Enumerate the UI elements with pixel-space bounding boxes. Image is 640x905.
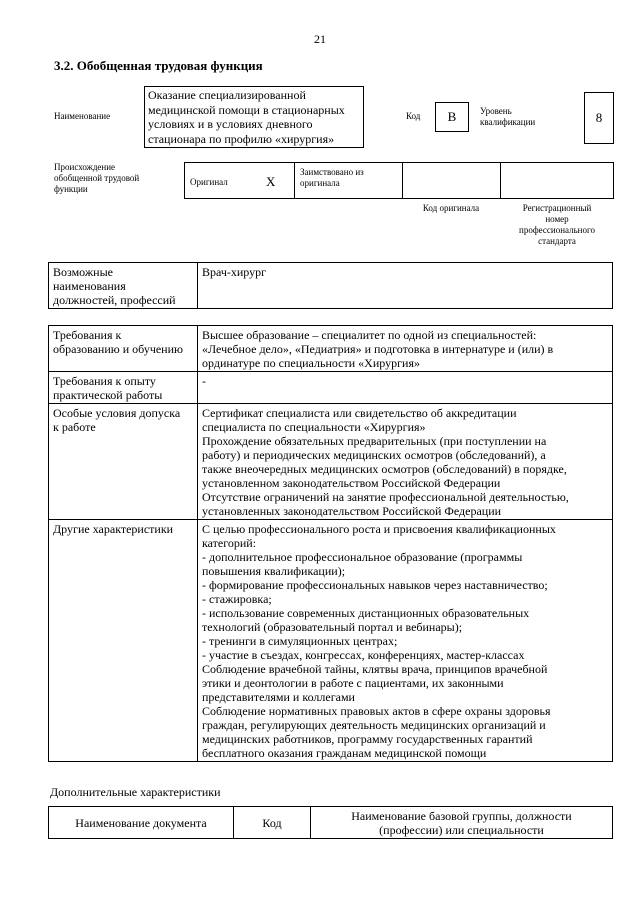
- level-label: [480, 106, 535, 128]
- col-name-line: Наименование базовой группы, должности: [351, 809, 572, 823]
- requirement-value-line: Сертификат специалиста или свидетельство об аккредитации: [202, 406, 517, 420]
- requirement-row: [49, 404, 613, 520]
- requirement-value-line: граждан, регулирующих деятельность медицинских организаций и: [202, 718, 546, 732]
- requirement-label-cell: [49, 326, 198, 372]
- requirement-value-line: С целью профессионального роста и присвоения квалификационных: [202, 522, 556, 536]
- requirement-label-cell: [49, 520, 198, 762]
- name-value-line: стационара по профилю «хирургия»: [148, 131, 335, 146]
- requirement-value-line: -: [202, 374, 206, 388]
- name-label: Наименование: [54, 111, 111, 121]
- requirement-label-line: практической работы: [53, 388, 163, 402]
- requirement-label-cell: [49, 372, 198, 404]
- col-code-header: Код: [234, 807, 311, 839]
- positions-label-line: должностей, профессий: [53, 293, 176, 307]
- requirement-label-cell: [49, 404, 198, 520]
- page-number: 21: [314, 32, 326, 46]
- requirement-label-line: к работе: [53, 420, 96, 434]
- original-label: Оригинал: [190, 177, 228, 187]
- original-mark: X: [266, 174, 276, 189]
- requirement-row: [49, 520, 613, 762]
- requirement-value-line: Прохождение обязательных предварительных (при поступлении на: [202, 434, 547, 448]
- requirement-value-line: Высшее образование – специалитет по одной из специальностей:: [202, 328, 537, 342]
- positions-table: [48, 262, 613, 309]
- origin-label-line: Происхождение: [54, 162, 116, 172]
- reg-number-line: номер: [545, 214, 569, 224]
- additional-title: Дополнительные характеристики: [50, 785, 221, 799]
- positions-value-cell: Врач-хирург: [198, 263, 613, 309]
- requirement-row: [49, 372, 613, 404]
- positions-label-line: Возможные: [53, 265, 113, 279]
- requirement-label-line: Требования к: [53, 328, 122, 342]
- requirement-value-line: повышения квалификации);: [202, 564, 346, 578]
- origin-label-line: обобщенной трудовой: [54, 173, 140, 183]
- requirement-row: [49, 326, 613, 372]
- reg-number-line: профессионального: [519, 225, 595, 235]
- requirement-value-line: - тренинги в симуляционных центрах;: [202, 634, 398, 648]
- requirement-value-line: этики и деонтологии в работе с пациентами, их законными: [202, 676, 504, 690]
- origin-divider: [500, 162, 501, 199]
- requirement-value-line: - дополнительное профессиональное образование (программы: [202, 550, 523, 564]
- requirement-value-line: также внеочередных медицинских осмотров (обследований) в порядке,: [202, 462, 567, 476]
- positions-label-cell: [49, 263, 198, 309]
- requirement-value-line: установленном законодательством Российской Федерации: [202, 476, 501, 490]
- additional-table: [48, 806, 613, 839]
- col-name-header: [311, 807, 613, 839]
- origin-divider: [402, 162, 403, 199]
- col-name-line: (профессии) или специальности: [379, 823, 544, 837]
- requirement-value-cell: [198, 404, 613, 520]
- requirement-label-line: Требования к опыту: [53, 374, 156, 388]
- requirements-table: [48, 325, 613, 762]
- name-value-line: медицинской помощи в стационарных: [148, 102, 345, 117]
- requirement-value-line: «Лечебное дело», «Педиатрия» и подготовка в интернатуре и (или) в: [202, 342, 554, 356]
- requirement-value-line: специалиста по специальности «Хирургия»: [202, 420, 426, 434]
- requirement-label-line: образованию и обучению: [53, 342, 183, 356]
- requirement-value-line: медицинских работников, программу государственных гарантий: [202, 732, 533, 746]
- requirement-value-line: Отсутствие ограничений на занятие профессиональной деятельностью,: [202, 490, 569, 504]
- borrowed-label-line: оригинала: [300, 178, 340, 188]
- requirement-value-line: категорий:: [202, 536, 257, 550]
- requirement-value-line: установленных законодательством Российской Федерации: [202, 504, 502, 518]
- col-doc-header: Наименование документа: [49, 807, 234, 839]
- positions-label-line: наименования: [53, 279, 126, 293]
- name-value-line: условиях и в условиях дневного: [148, 117, 313, 131]
- requirement-value-line: Соблюдение врачебной тайны, клятвы врача, принципов врачебной: [202, 662, 548, 676]
- requirement-value-cell: [198, 326, 613, 372]
- name-value-line: Оказание специализированной: [148, 88, 306, 102]
- requirement-value-cell: [198, 372, 613, 404]
- requirement-value-cell: [198, 520, 613, 762]
- requirement-label-line: Особые условия допуска: [53, 406, 181, 420]
- reg-number-line: Регистрационный: [522, 203, 592, 213]
- origin-label: [54, 162, 139, 195]
- requirement-value-line: - формирование профессиональных навыков через наставничество;: [202, 578, 548, 592]
- level-value: 8: [584, 92, 614, 144]
- code-original-label: Код оригинала: [422, 203, 480, 213]
- requirement-value-line: - участие в съездах, конгрессах, конференциях, мастер-классах: [202, 648, 525, 662]
- requirement-value-line: технологий (образовательный портал и вебинары);: [202, 620, 463, 634]
- requirement-value-line: - использование современных дистанционных образовательных: [202, 606, 530, 620]
- code-label: Код: [406, 111, 421, 121]
- requirement-value-line: работу) и периодических медицинских осмотров (обследований), а: [202, 448, 546, 462]
- requirement-value-line: бесплатного оказания гражданам медицинской помощи: [202, 746, 487, 760]
- level-label-line: Уровень: [480, 106, 512, 116]
- requirement-value-line: - стажировка;: [202, 592, 272, 606]
- requirement-value-line: Соблюдение нормативных правовых актов в сфере охраны здоровья: [202, 704, 551, 718]
- borrowed-label-line: Заимствовано из: [300, 167, 364, 177]
- reg-number-line: стандарта: [538, 236, 576, 246]
- requirement-label-line: Другие характеристики: [53, 522, 174, 536]
- reg-number-label: [500, 203, 614, 247]
- requirement-value-line: ординатуре по специальности «Хирургия»: [202, 356, 420, 370]
- level-label-line: квалификации: [480, 117, 536, 127]
- section-title: 3.2. Обобщенная трудовая функция: [54, 58, 263, 73]
- origin-divider: [294, 162, 295, 199]
- borrowed-label: [300, 167, 364, 189]
- requirement-value-line: представителями и коллегами: [202, 690, 355, 704]
- name-value-box: [144, 86, 364, 148]
- code-value: В: [435, 102, 469, 132]
- origin-box: [184, 162, 614, 199]
- origin-label-line: функции: [54, 184, 88, 194]
